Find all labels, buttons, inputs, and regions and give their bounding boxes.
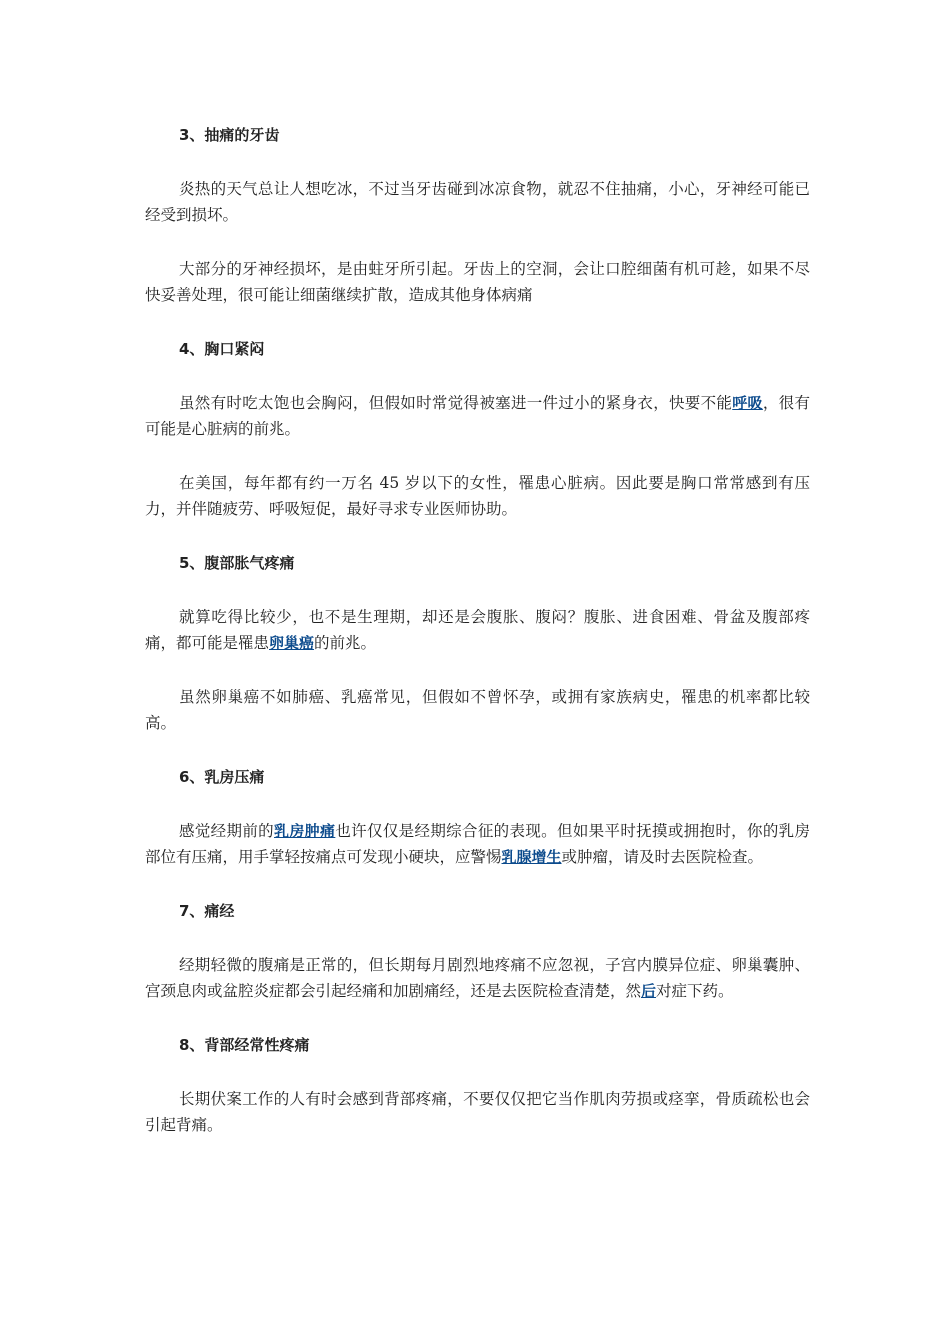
section-heading-7: 7、痛经 xyxy=(179,902,235,920)
text-span: 虽然有时吃太饱也会胸闷，但假如时常觉得被塞进一件过小的紧身衣，快要不能 xyxy=(179,394,733,412)
paragraph xyxy=(145,952,810,1004)
text-span: 就算吃得比较少，也不是生理期，却还是会腹胀、腹闷？腹胀、进食困难、骨盆及腹部疼痛，都可能是罹患 xyxy=(145,608,810,652)
text-span: 经期轻微的腹痛是正常的，但长期每月剧烈地疼痛不应忽视，子宫内膜异位症、卵巢囊肿、宫颈息肉或盆腔炎症都会引起经痛和加剧痛经，还是去医院检查清楚，然 xyxy=(145,956,810,1000)
text-span: 对症下药。 xyxy=(656,982,734,1000)
text-span: 或肿瘤，请及时去医院检查。 xyxy=(561,848,764,866)
paragraph xyxy=(145,818,810,870)
paragraph xyxy=(145,604,810,656)
link-after[interactable]: 后 xyxy=(641,982,657,1000)
paragraph: 大部分的牙神经损坏，是由蛀牙所引起。牙齿上的空洞，会让口腔细菌有机可趁，如果不尽快妥善处理，很可能让细菌继续扩散，造成其他身体病痛 xyxy=(145,260,810,304)
paragraph: 长期伏案工作的人有时会感到背部疼痛，不要仅仅把它当作肌肉劳损或痉挛，骨质疏松也会引起背痛。 xyxy=(145,1090,810,1134)
link-breast-swelling[interactable]: 乳房肿痛 xyxy=(274,822,336,840)
paragraph: 炎热的天气总让人想吃冰，不过当牙齿碰到冰凉食物，就忍不住抽痛，小心，牙神经可能已经受到损坏。 xyxy=(145,180,810,224)
paragraph: 虽然卵巢癌不如肺癌、乳癌常见，但假如不曾怀孕，或拥有家族病史，罹患的机率都比较高。 xyxy=(145,688,810,732)
text-span: 也许仅仅是经期综合征的表现。但如果平时抚摸或拥抱时，你的乳房部位有压痛，用手掌轻按痛点可发现小硬块，应警惕 xyxy=(145,822,810,866)
paragraph: 在美国，每年都有约一万名 45 岁以下的女性，罹患心脏病。因此要是胸口常常感到有压力，并伴随疲劳、呼吸短促，最好寻求专业医师协助。 xyxy=(145,474,810,518)
section-heading-4: 4、胸口紧闷 xyxy=(179,340,265,358)
text-span: 感觉经期前的 xyxy=(179,822,274,840)
section-heading-5: 5、腹部胀气疼痛 xyxy=(179,554,295,572)
link-ovarian-cancer[interactable]: 卵巢癌 xyxy=(269,634,315,652)
text-span: 的前兆。 xyxy=(314,634,377,652)
section-heading-6: 6、乳房压痛 xyxy=(179,768,265,786)
text-span: ，很有可能是心脏病的前兆。 xyxy=(145,394,810,438)
section-heading-8: 8、背部经常性疼痛 xyxy=(179,1036,310,1054)
section-heading-3: 3、抽痛的牙齿 xyxy=(179,126,280,144)
article-body xyxy=(145,122,810,1166)
link-breathing[interactable]: 呼吸 xyxy=(732,394,763,412)
paragraph xyxy=(145,390,810,442)
link-mammary-hyperplasia[interactable]: 乳腺增生 xyxy=(501,848,562,866)
